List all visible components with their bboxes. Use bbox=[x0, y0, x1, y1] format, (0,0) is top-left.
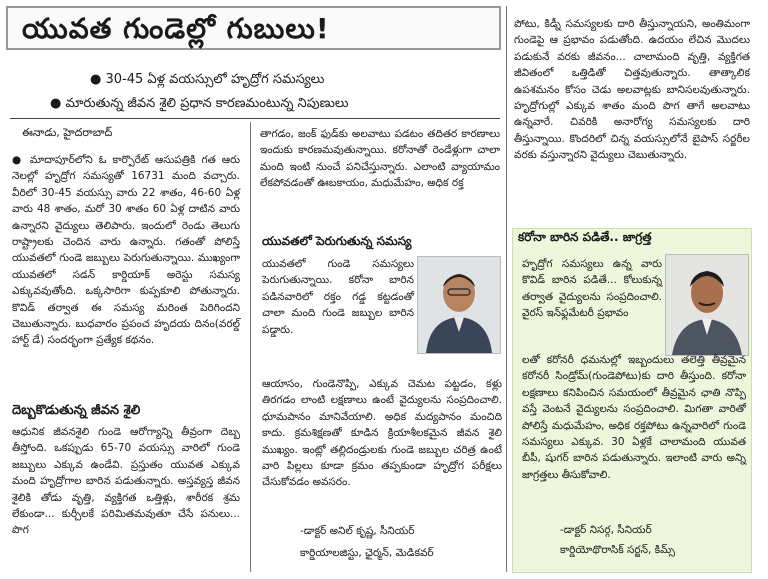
paragraph: లతో కరోనరీ ధమనుల్లో ఇబ్బందులు తలెత్తి తీవ్రమైన కరోనరీ సిండ్రోమ్(గుండెపోటు)కు దారి తీస్తుంది. కరోనా లక్షణాలు కనిపించిన సమయంలో తీవ్రమైన ఛాతి నొప్పి వస్తే వెంటనే వైద్యులను సంప్రదించాలి. మిగతా వారితో పోలిస్తే మధుమేహం, అధిక రక్తపోటు ఉన్నవారిలో గుండె సమస్యలు ఎక్కువ. 30 ఏళ్లకే చాలామంది యువత బీపీ, షుగర్ బారిన పడుతున్నారు. ఇలాంటి వారు అన్ని జాగ్రత్తలు తీసుకోవాలి. bbox=[522, 354, 746, 481]
paragraph: ● మాదాపూర్‌లోని ఓ కార్పొరేట్ ఆసుపత్రికి గత ఆరు నెలల్లో హృద్రోగ సమస్యతో 16731 మంది వచ్చారు. వీరిలో 30-45 వయస్సు వారు 22 శాతం, 46-60 ఏళ్ల వారు 48 శాతం, మరో 30 శాతం 60 ఏళ్ల దాటిన వారు ఉన్నారని వైద్యులు తెలిపారు. ఇందులో రెండు తెలుగు రాష్ట్రాలకు చెందిన వారు ఉన్నారు. గతంతో పోలిస్తే యువతలో గుండె జబ్బులు పెరుగుతున్నాయి. ముఖ్యంగా యువతలో సడన్ కార్డియాక్ అరెస్టు సమస్య ఎక్కువవుతోంది. ఒక్కసారిగా కుప్పకూలి పోతున్నారు. కొవిడ్ తర్వాత ఈ సమస్య మరింత పెరిగిందని చెబుతున్నారు. బుధవారం ప్రపంచ హృదయ దినం(వరల్డ్ హార్ట్ డే) సందర్భంగా ప్రత్యేక కథనం. bbox=[12, 154, 240, 347]
paragraph: హృద్రోగ సమస్యలు ఉన్న వారు కొవిడ్ బారిన పడితే... కోలుకున్న తర్వాత వైద్యులను సంప్రదించాలి. వైరస్ ఇన్‌ఫ్లమేటరీ ప్రభావం bbox=[522, 258, 662, 320]
box-title: యువతలో పెరుగుతున్న సమస్య bbox=[262, 234, 412, 248]
column-divider bbox=[506, 6, 507, 572]
article-column-1 bbox=[12, 152, 240, 349]
signature-line: -డాక్టర్ నిసర్గ, సీనియర్ bbox=[560, 524, 652, 536]
article-column-2 bbox=[260, 126, 500, 192]
paragraph: యువతలో గుండె సమస్యలు పెరుగుతున్నాయి. కరోనా బారిన పడినవారిలో రక్తం గడ్డ కట్టడంతో చాలా మంది గుండె జబ్బుల బారిన పడ్డారు. bbox=[262, 258, 414, 336]
doctor-signature-1 bbox=[300, 520, 500, 564]
subheading-2: ● మారుతున్న జీవన శైలి ప్రధాన కారణమంటున్న నిపుణులు bbox=[50, 96, 349, 111]
signature-line: కార్డియోథొరాసిక్ సర్జన్, కిమ్స్ bbox=[560, 544, 676, 556]
portrait-icon bbox=[418, 257, 500, 353]
paragraph: ఆధునిక జీవనశైలి గుండె ఆరోగ్యాన్ని తీవ్రంగా దెబ్బ తీస్తోంది. ఒకప్పుడు 65-70 వయస్సు వారిలో గుండె జబ్బులు ఎక్కువ ఉండేవి. ప్రస్తుతం యువత ఎక్కువ మంది హృద్రోగాల బారిన పడుతున్నారు. అస్తవ్యస్త జీవన శైలికి తోడు వృత్తి, వ్యక్తిగత ఒత్తిళ్లు, శారీరక శ్రమ లేకుండా... కుర్చీలకే పరిమితమవుతూ చేసే పనులు... పొగ bbox=[12, 426, 240, 537]
sidebar-text bbox=[522, 256, 662, 322]
section-subhead: దెబ్బకొడుతున్న జీవన శైలి bbox=[12, 403, 141, 418]
paragraph: ఆయాసం, గుండెనొప్పి, ఎక్కువ చెమట పట్టడం, కళ్లు తిరగడం లాంటి లక్షణాలు ఉంటే వైద్యులను సంప్రదించాలి. ధూమపానం మానివేయాలి. అధిక మద్యపానం మంచిది కాదు. క్రమశిక్షణతో కూడిన క్రియాశీలకమైన జీవన శైలి ముఖ్యం. ఇంట్లో తల్లిదండ్రులకు గుండె జబ్బుల చరిత్ర ఉంటే వారి పిల్లలు కూడా క్రమం తప్పకుండా హృద్రోగ పరీక్షలు చేసుకోవడం అవసరం. bbox=[262, 378, 502, 489]
page-title: యువత గుండెల్లో గుబులు! bbox=[22, 12, 330, 45]
divider bbox=[10, 118, 500, 119]
headline-box bbox=[6, 6, 501, 50]
article-column-3 bbox=[514, 16, 750, 164]
signature-line: -డాక్టర్ అనిల్ కృష్ణ, సీనియర్ bbox=[300, 525, 415, 537]
doctor-photo-1 bbox=[417, 256, 501, 354]
dateline: ఈనాడు, హైదరాబాద్ bbox=[22, 126, 113, 139]
subheading-1: ● 30-45 ఏళ్ల వయస్సులో హృద్రోగ సమస్యలు bbox=[90, 72, 325, 87]
doctor-signature-2 bbox=[560, 520, 750, 560]
article-column-1b bbox=[12, 424, 240, 539]
sidebar-text-continued bbox=[522, 352, 746, 483]
column-divider bbox=[250, 122, 251, 572]
sidebar-title: కరోనా బారిన పడితే.. జాగ్రత్త bbox=[518, 230, 652, 244]
signature-line: కార్డియాలజిస్టు, ఛైర్మన్, మెడికవర్ bbox=[300, 547, 434, 559]
box-text bbox=[262, 256, 414, 338]
portrait-icon bbox=[666, 255, 748, 355]
doctor-photo-2 bbox=[665, 254, 749, 356]
paragraph: తాగడం, జంక్ ఫుడ్‌కు అలవాటు పడటం తదితర కారణాలు ఇందుకు కారణమవుతున్నాయి. కరోనాతో రెండేళ్లుగా చాలా మంది ఇంటి నుంచే పనిచేస్తున్నారు. ఎలాంటి వ్యాయామం లేకపోవడంతో ఊబకాయం, మధుమేహం, అధిక రక్త bbox=[260, 128, 500, 190]
box-text-continued bbox=[262, 376, 502, 491]
paragraph: పోటు, కిడ్నీ సమస్యలకు దారి తీస్తున్నాయని, అంతిమంగా గుండెపై ఆ ప్రభావం పడుతోంది. ఉదయం లేచిన మొదలు పడుకునే వరకు జీవనం... చాలామంది వృత్తి, వ్యక్తిగత జీవితంలో ఒత్తిడితో చిత్తవుతున్నారు. తాత్కాలిక ఉపశమనం కోసం చెడు అలవాట్లకు బానిసలవుతున్నారు. హృద్రోగుల్లో ఎక్కువ శాతం మంది పొగ తాగే అలవాటు ఉన్నవారే. చివరికి అనారోగ్య సమస్యలకు దారి తీస్తున్నాయి. కొందరిలో చిన్న వయస్సులోనే బైపాస్ సర్జరీల వరకు వస్తున్నారని వైద్యులు చెబుతున్నారు. bbox=[514, 18, 750, 162]
